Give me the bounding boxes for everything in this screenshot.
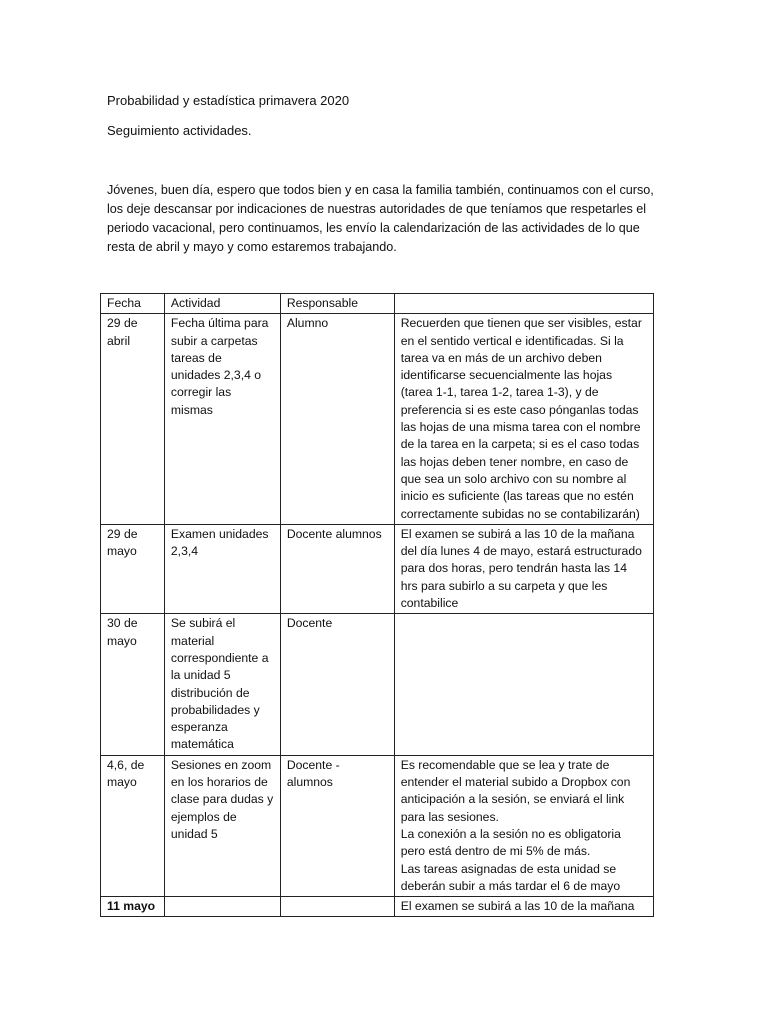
cell-notas: El examen se subirá a las 10 de la mañana (394, 897, 653, 917)
table-row (101, 614, 654, 755)
document-subtitle: Seguimiento actividades. (107, 123, 252, 138)
cell-fecha: 30 de mayo (101, 614, 165, 755)
cell-responsable (280, 897, 394, 917)
cell-fecha: 29 de mayo (101, 524, 165, 613)
document-title: Probabilidad y estadística primavera 2020 (107, 93, 350, 108)
cell-fecha: 4,6, de mayo (101, 755, 165, 896)
cell-actividad: Sesiones en zoom en los horarios de clase para dudas y ejemplos de unidad 5 (164, 755, 280, 896)
cell-fecha: 29 de abril (101, 314, 165, 525)
header-responsable: Responsable (280, 294, 394, 314)
table-header-row (101, 294, 654, 314)
cell-notas (394, 614, 653, 755)
schedule-table (100, 293, 654, 917)
notas-line: La conexión a la sesión no es obligatoria pero está dentro de mi 5% de más. (400, 826, 621, 859)
cell-responsable: Docente (280, 614, 394, 755)
cell-actividad: Examen unidades 2,3,4 (164, 524, 280, 613)
intro-paragraph: Jóvenes, buen día, espero que todos bien y en casa la familia también, continuamos con el curso, los deje descansar por indicaciones de nuestras autoridades de que teníamos que respetarles el periodo vacacional, pero continuamos, les envío la calendarización de las actividades de lo que resta de abril y mayo y como estaremos trabajando. (107, 183, 654, 254)
header-notas (394, 294, 653, 314)
cell-responsable: Docente - alumnos (280, 755, 394, 896)
header-fecha: Fecha (101, 294, 165, 314)
cell-fecha: 11 mayo (101, 897, 165, 917)
cell-notas (394, 755, 653, 896)
cell-notas: Recuerden que tienen que ser visibles, estar en el sentido vertical e identificadas. Si la tarea va en más de un archivo deben identificarse secuencialmente las hojas (tarea 1-1, tarea 1-2, tarea 1-3), y de preferencia si es este caso pónganlas todas las hojas de una misma tarea con el nombre de la tarea en la carpeta; si es el caso todas las hojas deben tener nombre, en caso de que sea un solo archivo con su nombre al inicio es suficiente (las tareas que no estén correctamente subidas no se contabilizarán) (394, 314, 653, 525)
table-row (101, 314, 654, 525)
table-row (101, 524, 654, 613)
table-row (101, 755, 654, 896)
notas-line: Las tareas asignadas de esta unidad se deberán subir a más tardar el 6 de mayo (400, 861, 621, 893)
table-row (101, 897, 654, 917)
cell-actividad: Se subirá el material correspondiente a la unidad 5 distribución de probabilidades y esperanza matemática (164, 614, 280, 755)
cell-actividad: Fecha última para subir a carpetas tareas de unidades 2,3,4 o corregir las mismas (164, 314, 280, 525)
cell-responsable: Alumno (280, 314, 394, 525)
notas-line: Es recomendable que se lea y trate de entender el material subido a Dropbox con anticipación a la sesión, se enviará el link para las sesiones. (400, 757, 631, 824)
cell-notas: El examen se subirá a las 10 de la mañana del día lunes 4 de mayo, estará estructurado para dos horas, pero tendrán hasta las 14 hrs para subirlo a su carpeta y que les contabilice (394, 524, 653, 613)
cell-responsable: Docente alumnos (280, 524, 394, 613)
header-actividad: Actividad (164, 294, 280, 314)
cell-actividad (164, 897, 280, 917)
